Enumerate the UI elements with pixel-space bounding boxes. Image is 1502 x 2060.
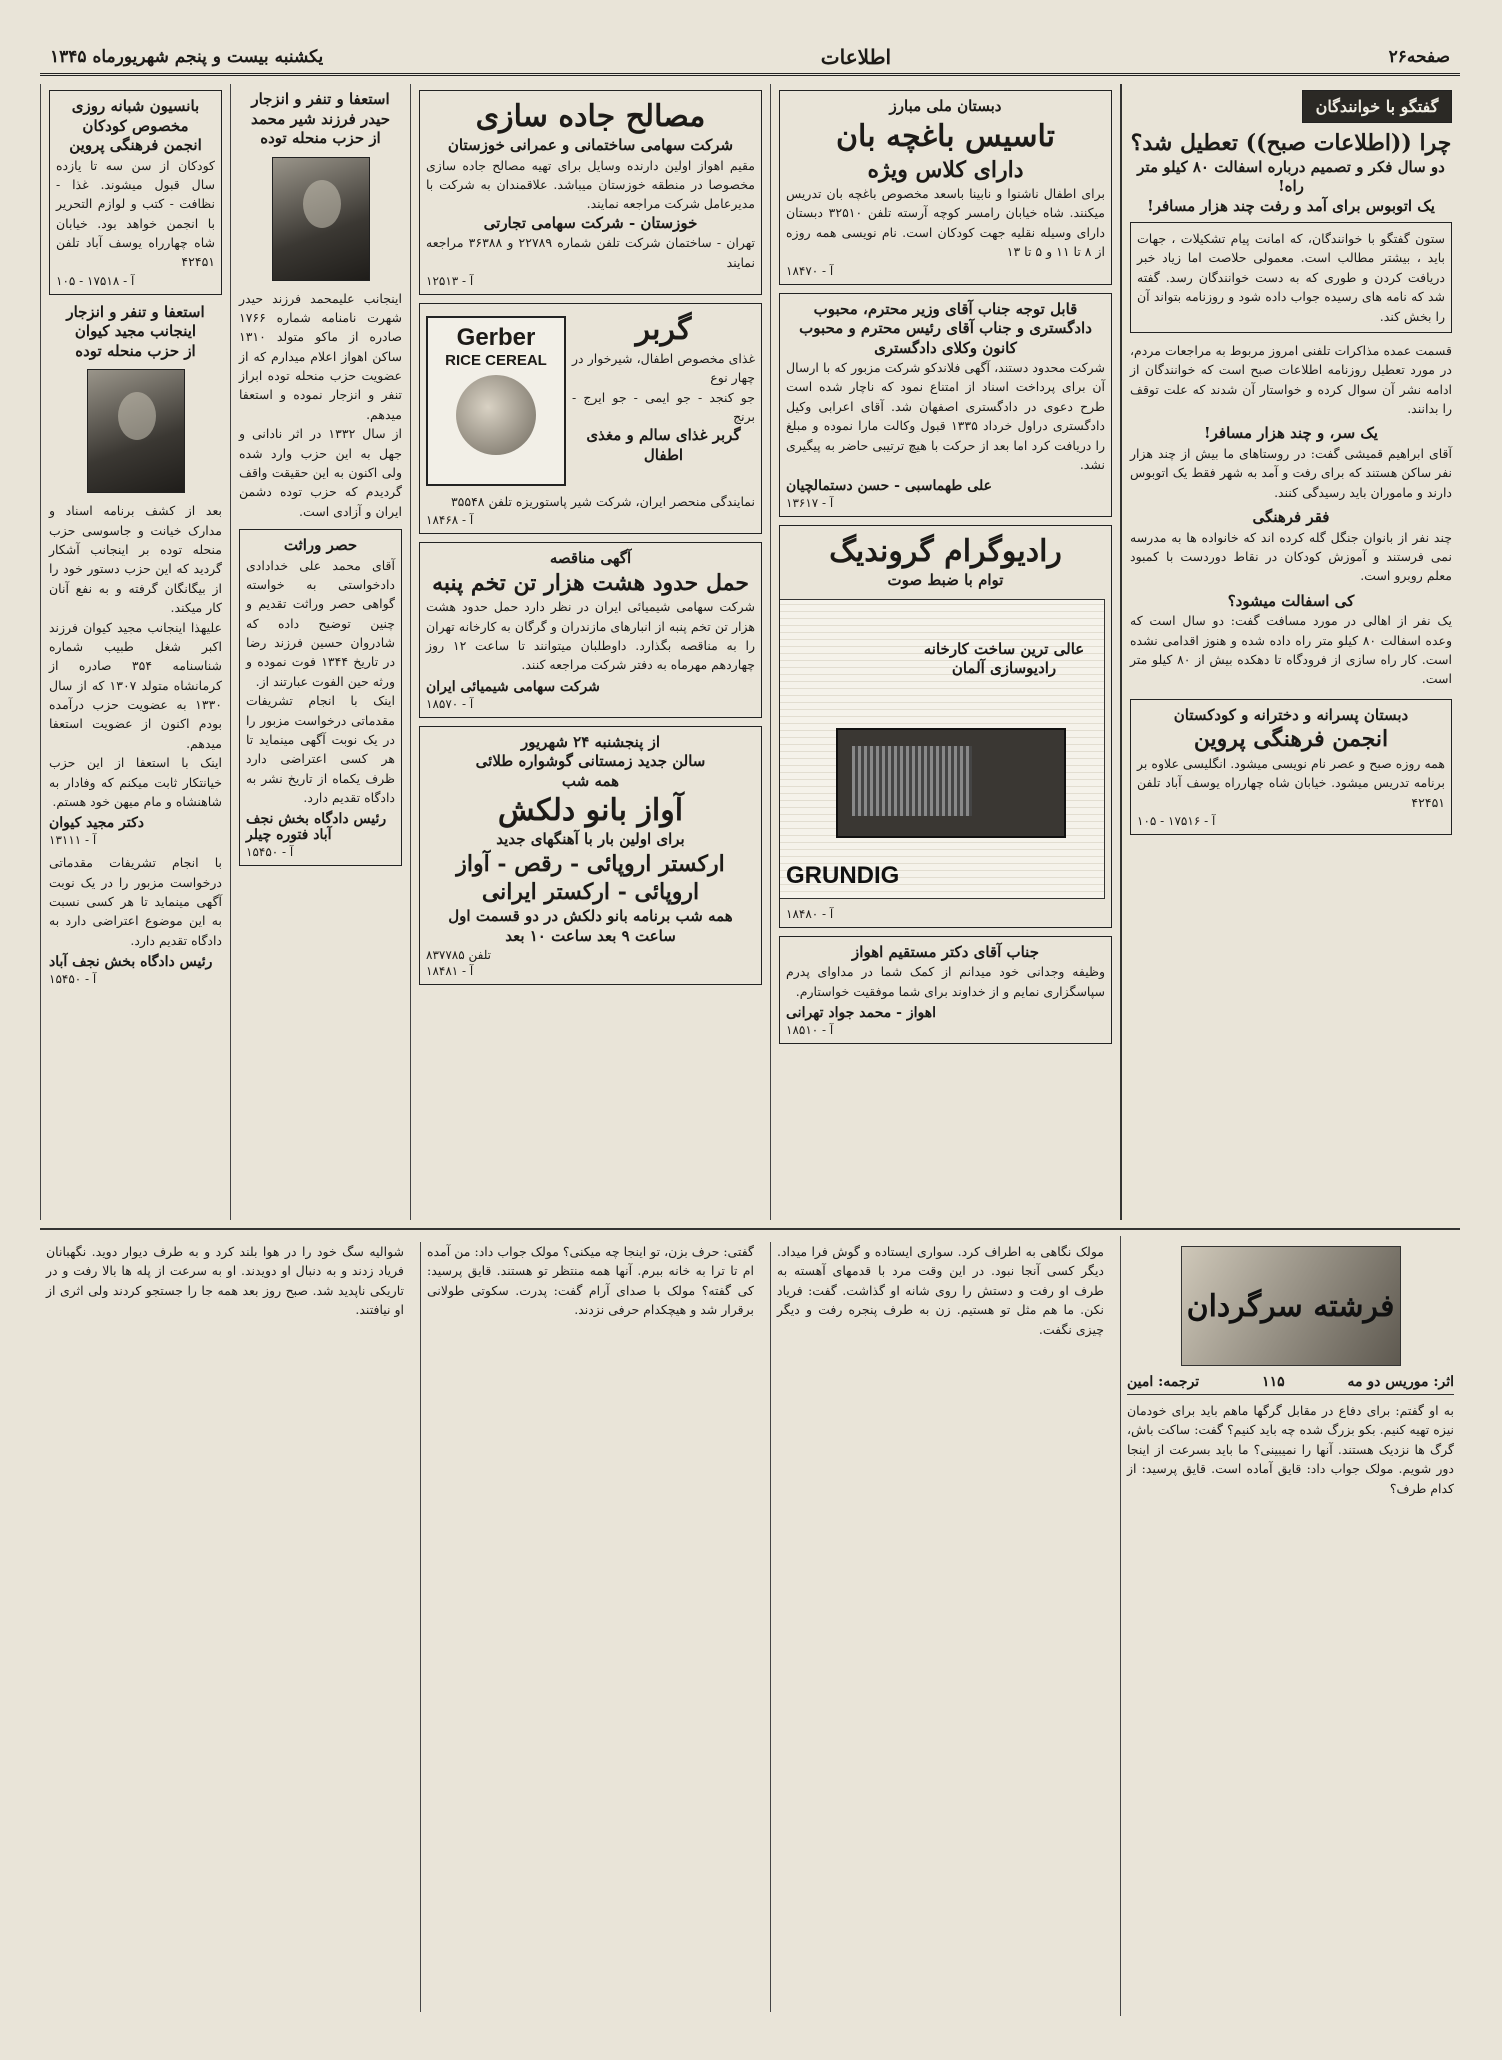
- concert-every: همه شب: [561, 771, 620, 790]
- inheritance-body: آقای محمد علی خدادادی دادخواستی به خواسته گواهی حصر وراثت تقدیم و چنین توضیح داده که شادروان حسین فرزند رضا در تاریخ ۱۳۴۴ فوت نموده و ورثه حین الفوت عبارتند از.: [246, 557, 396, 689]
- doctor-signature: اهواز - محمد جواد تهرانی: [786, 1005, 936, 1022]
- notice-signature: علی طهماسبی - حسن دستمالچیان: [786, 478, 992, 495]
- serial-author: اثر: موریس دو مه: [1347, 1374, 1454, 1390]
- radio-code: آ - ۱۸۴۸۰: [786, 906, 834, 921]
- kayvan-body-1: بعد از کشف برنامه اسناد و مدارک خیانت و جاسوسی حزب منحله توده بر اینجانب آشکار گردید که این حزب دستور خود را از بیگانگان گرفته و به نفع آنان کار میکند.: [49, 503, 222, 616]
- school-box: [779, 90, 1112, 285]
- column-resignation: [230, 84, 410, 1220]
- date-line: یکشنبه بیست و پنجم شهریورماه ۱۳۴۵: [50, 46, 324, 67]
- school-body: برای اطفال ناشنوا و نابینا باسعد مخصوص باغچه بان تدریس میکنند. شاه خیابان رامسر کوچه آرسته تلفن ۳۲۵۱۰ دبستان دارای وسیله نقلیه جهت کودکان است. نام نویسی همه روزه از ۸ تا ۱۱ و ۵ تا ۱۳: [786, 186, 1105, 260]
- road-title: مصالح جاده سازی: [475, 99, 706, 134]
- road-materials-ad: [419, 90, 762, 295]
- letters-sub-3: کی اسفالت میشود؟: [1227, 591, 1355, 610]
- radio-title: رادیوگرام گروندیگ: [829, 534, 1062, 570]
- radiogram-illustration: [779, 599, 1105, 899]
- kayvan-title-2: اینجانب مجید کیوان: [74, 322, 197, 341]
- page-number: صفحه۲۶: [1388, 46, 1450, 67]
- notice-code: آ - ۱۳۶۱۷: [786, 496, 834, 511]
- boarding-code: آ - ۱۷۵۱۸ - ۱۰۵: [56, 273, 135, 288]
- school-code: آ - ۱۸۴۷۰: [786, 263, 834, 278]
- kayvan-signature: دکتر مجید کیوان: [49, 815, 144, 832]
- doctor-body: وظیفه وجدانی خود میدانم از کمک شما در مداوای پدرم سپاسگزاری نمایم و از خداوند برای شما موفقیت خواستارم.: [786, 964, 1105, 999]
- concert-ad: [419, 726, 762, 985]
- masthead: [40, 40, 1460, 76]
- boarding-title: بانسیون شبانه روزی مخصوص کودکان: [71, 97, 200, 135]
- doctor-title: جناب آقای دکتر مستقیم اهواز: [852, 942, 1039, 961]
- tender-title: حمل حدود هشت هزار تن تخم پنبه: [432, 569, 749, 596]
- newspaper-page: [40, 40, 1480, 2030]
- tender-code: آ - ۱۸۵۷۰: [426, 696, 474, 711]
- letters-sub-2: فقر فرهنگی: [1252, 508, 1330, 527]
- serial-title-art: [1181, 1246, 1401, 1366]
- letters-body-2: قسمت عمده مذاکرات تلفنی امروز مربوط به مراجعات مردم، در مورد تعطیل روزنامه اطلاعات صبح است که خوانندگان از ادامه نشر آن سوال کرده و خواستار آن شدند که علت توقف را بدانند.: [1130, 342, 1452, 417]
- concert-band: ارکستر اروپائی - رقص - آواز: [456, 850, 725, 877]
- gerber-ad: [419, 303, 762, 534]
- kayvan-code: آ - ۱۳۱۱۱: [49, 833, 97, 848]
- gerber-sub: غذای مخصوص اطفال، شیرخوار در چهار نوع: [572, 350, 755, 386]
- column-kayvan: [40, 84, 230, 1220]
- serial-text-col-2: مولک نگاهی به اطراف کرد. سواری ایستاده و گوش فرا میداد. دیگر کسی آنجا نبود. در این وقت مرد با قدمهای آهسته به طرف او رفت و دستش را روی شانه او گذاشت. گفت: فریاد نکن. ما هم مثل تو هستیم. زن به طرف پنجره رفت و دیگر چیزی نگفت.: [770, 1242, 1110, 2012]
- resign-body-2: از سال ۱۳۳۲ در اثر نادانی و جهل به این حزب وارد شده ولی اکنون به این حقیقت واقف گردیدم که حزب توده دشمن ایران و آزادی است.: [239, 426, 403, 519]
- concert-addr: تلفن ۸۳۷۷۸۵: [426, 948, 492, 963]
- kayvan-code-2: آ - ۱۵۴۵۰: [49, 972, 97, 987]
- concert-code: آ - ۱۸۴۸۱: [426, 964, 474, 979]
- grundig-logo: GRUNDIG: [786, 861, 900, 889]
- serial-section: [40, 1236, 1460, 2016]
- tender-box: [419, 542, 762, 718]
- notice-title: قابل توجه جناب آقای وزیر محترم، محبوب دادگستری و جناب آقای رئیس محترم و محبوب کانون وکلای دادگستری: [799, 299, 1092, 357]
- letters-intro-box: ستون گفتگو با خوانندگان، که امانت پیام تشکیلات ، جهات باید ، بیشتر مطالب است. معمولی حلاصت اما زیاد خبر دریافت کردن و طوری که به دست خوانندگان رسد. گفته شد که نامه های رسیده جواب داده شود و روزنامه بتواند آن را بخش کند.: [1130, 222, 1452, 333]
- gerber-brand: Gerber: [456, 323, 536, 351]
- kayvan-signature-2: رئیس دادگاه بخش نجف آباد: [49, 954, 213, 971]
- serial-text-col-1: به او گفتم: برای دفاع در مقابل گرگها ماهم باید برای خودمان نیزه تهیه کنیم. بکو بزرگ شده چه باید کنیم؟ گفت: ساکت باش، گرگ ها نزدیک هستند. آنها را نمیبینی؟ ما باید بسرعت از اینجا دور شویم. مولک جواب داد: قایق آماده است. قایق پرسید: از کدام طرف؟: [1127, 1403, 1454, 1496]
- gerber-list: جو کنجد - جو ایمی - جو ایرج - برنج: [572, 389, 755, 424]
- road-contact: تهران - ساختمان شرکت تلفن شماره ۲۲۷۸۹ و ۳۶۳۸۸ مراجعه نمایند: [426, 235, 756, 270]
- radiogram-image: [836, 728, 1066, 838]
- letters-body-5: یک نفر از اهالی در مورد مسافت گفت: دو سال است که وعده اسفالت ۸۰ کیلو متر راه داده شده و هنوز اقدامی نشده است. کار راه سازی از فرودگاه تا دهکده بیش از ۸۰ کیلو متر است.: [1130, 613, 1452, 687]
- resign-title-3: از حزب منحله توده: [260, 129, 381, 147]
- baby-face-image: [456, 375, 536, 455]
- radio-subtitle: توام با ضبط صوت: [887, 571, 1004, 590]
- serial-credits: [1127, 1370, 1454, 1395]
- notice-body: شرکت محدود دستند، آگهی فلاندکو شرکت مزبور که با ارسال آن برای پرداخت اسناد از امتناع نمود که ناچار شده است طرح دعوی در دادگستری اصفهان شد. آقای اعرابی وکیل دادگستری دراول خرداد ۱۳۳۵ قبول وکالت مارا نموده و مبلغ را دریافت کرد اما بعد از حرکت با هیچ ترتیبی حاضر به پیگیری نشد.: [786, 360, 1105, 472]
- gerber-cereal-box: [426, 316, 566, 486]
- inheritance-code: آ - ۱۵۴۵۰: [246, 845, 294, 860]
- boarding-body: کودکان از سن سه تا یازده سال قبول میشوند. غذا - نظافت - کتب و لوازم التحریر با انجمن خواهد بود. خیابان شاه چهارراه یوسف آباد تلفن ۴۲۴۵۱: [56, 157, 215, 270]
- letters-sub-1: یک سر، و چند هزار مسافر!: [1204, 424, 1378, 443]
- tender-head: آگهی مناقصه: [549, 549, 632, 568]
- doctor-code: آ - ۱۸۵۱۰: [786, 1023, 834, 1038]
- school-subtitle: دارای کلاس ویژه: [867, 156, 1024, 183]
- school-ad-box: [1130, 699, 1452, 835]
- road-code: آ - ۱۲۵۱۳: [426, 273, 474, 288]
- radio-ad: [779, 525, 1112, 928]
- letters-title-1: چرا ((اطلاعات صبح)) تعطیل شد؟: [1130, 130, 1452, 156]
- road-body: مقیم اهواز اولین دارنده وسایل برای تهیه مصالح جاده سازی مخصوصا در منطقه خوزستان میباشد. علاقمندان به شرکت با مدیرعامل شرکت مراجعه نمایند.: [426, 157, 755, 212]
- inheritance-body-2: اینک با انجام تشریفات مقدماتی درخواست مزبور را در یک نوبت آگهی مینماید تا هر کسی اعتراضی دارد ظرف یکماه از تاریخ نشر به دادگاه تقدیم دارد.: [246, 693, 395, 805]
- school-name: تاسیس باغچه بان: [836, 118, 1055, 154]
- inheritance-head: حصر وراثت: [283, 536, 358, 554]
- tender-signature: شرکت سهامی شیمیائی ایران: [426, 678, 600, 695]
- column-school-radio: [770, 84, 1120, 1220]
- concert-sub: برای اولین بار با آهنگهای جدید: [496, 830, 685, 849]
- resign-title-2: حیدر فرزند شیر محمد: [251, 109, 390, 128]
- concert-time: همه شب برنامه بانو دلکش در دو قسمت اول ساعت ۹ بعد ساعت ۱۰ بعد: [448, 907, 733, 945]
- section-divider: [40, 1228, 1460, 1230]
- letters-logo: گفتگو با خوانندگان: [1302, 90, 1452, 123]
- letters-title-3: یک اتوبوس برای آمد و رفت چند هزار مسافر!: [1147, 196, 1435, 215]
- resign-title-1: استعفا و تنفر و انزجار: [251, 90, 390, 108]
- serial-number: ۱۱۵: [1262, 1374, 1285, 1390]
- serial-title: فرشته سرگردان: [1186, 1288, 1395, 1324]
- serial-translator: ترجمه: امین: [1127, 1374, 1200, 1390]
- road-sub: شرکت سهامی ساختمانی و عمرانی خوزستان: [447, 136, 734, 154]
- kayvan-body-3: اینک با استعفا از این حزب خیانتکار ثابت میکنم که وفادار به شاهنشاه و مام میهن خود هستم.: [49, 755, 222, 809]
- school-title: دبستان ملی مبارز: [889, 97, 1002, 115]
- concert-hall: سالن جدید زمستانی گوشواره طلائی: [475, 752, 706, 771]
- portrait-photo-1: [272, 157, 370, 281]
- kayvan-body-4: با انجام تشریفات مقدماتی درخواست مزبور را در یک نوبت آگهی مینماید تا هر کسی نسبت به این موضوع اعتراضی دارد به دادگاه تقدیم دارد.: [49, 855, 222, 948]
- doctor-thanks-box: [779, 936, 1112, 1044]
- concert-band-2: اروپائی - ارکستر ایرانی: [481, 879, 700, 906]
- kayvan-title-1: استعفا و تنفر و انزجار: [66, 302, 205, 321]
- kayvan-title-3: از حزب منحله توده: [75, 341, 196, 360]
- concert-date: از پنجشنبه ۲۴ شهریور: [521, 732, 660, 751]
- gerber-slogan: گربر غذای سالم و مغذی اطفال: [586, 426, 741, 464]
- inheritance-box: [239, 529, 402, 866]
- boarding-school-box: [49, 90, 222, 295]
- school-ad-body: همه روزه صبح و عصر نام نویسی میشود. انگلیسی علاوه بر برنامه تدریس میشود. خیابان شاه چهارراه یوسف آباد تلفن ۴۲۴۵۱: [1137, 755, 1445, 810]
- letters-title-2: دو سال فکر و تصمیم درباره اسفالت ۸۰ کیلو متر راه!: [1137, 157, 1445, 196]
- paper-name: اطلاعات: [820, 44, 892, 69]
- kayvan-body-2: علیهذا اینجانب مجید کیوان فرزند اکبر شغل طبیب شماره شناسنامه ۳۵۴ صادره از کرمانشاه متولد ۱۳۰۷ که از سال ۱۳۳۰ به عضویت حزب درآمده بودم اکنون از عضویت استعفا میدهم.: [49, 619, 222, 751]
- gerber-title: گربر: [635, 311, 692, 347]
- radio-tagline: عالی ترین ساخت کارخانه رادیوسازی آلمان: [923, 639, 1085, 678]
- road-sub-2: خوزستان - شرکت سهامی تجارتی: [483, 213, 698, 232]
- letters-body-4: چند نفر از بانوان جنگل گله کرده اند که خانواده ها به مدرسه نمی فرستند و آموزش کودکان در نقاط دوردست با کمبود معلم روبرو است.: [1130, 529, 1452, 584]
- school-ad-code: آ - ۱۷۵۱۶ - ۱۰۵: [1137, 813, 1216, 828]
- inheritance-signature: رئیس دادگاه بخش نجف آباد فتوره چیلر: [246, 811, 387, 844]
- concert-title: آواز بانو دلکش: [497, 793, 684, 829]
- school-ad-title: دبستان پسرانه و دخترانه و کودکستان: [1173, 705, 1409, 724]
- serial-text-col-3: گفتی: حرف بزن، تو اینجا چه میکنی؟ مولک جواب داد: من آمده ام تا ترا به خانه ببرم. آنها همه منتظر تو هستند. قایق پرسید: کی گفته؟ مولک با صدای آرام گفت: پدرت. سکوتی طولانی برقرار شد و هیچکدام حرفی نزدند.: [420, 1242, 760, 2012]
- serial-head-col: [1120, 1236, 1460, 2016]
- tender-body: شرکت سهامی شیمیائی ایران در نظر دارد حمل حدود هشت هزار تن تخم پنبه از انبارهای مازندران و گرگان به کارخانه تهران را به مناقصه بگذارد. داوطلبان میتوانند تا ساعت ۱۲ روز چهاردهم مهرماه به دفتر شرکت مراجعه کنند.: [426, 599, 755, 673]
- portrait-photo-2: [87, 369, 185, 493]
- gerber-product: RICE CEREAL: [445, 351, 547, 369]
- column-ads: [410, 84, 770, 1220]
- school-ad-name: انجمن فرهنگی پروین: [1193, 726, 1389, 753]
- letters-body-3: آقای ابراهیم قمیشی گفت: در روستاهای ما بیش از چند هزار نفر ساکن هستند که برای رفت و آمد به شهر فقط یک اتوبوس دارند و ماموران باید رسیدگی کنند.: [1130, 445, 1452, 500]
- boarding-name: انجمن فرهنگی پروین: [69, 136, 202, 154]
- gerber-code: آ - ۱۸۴۶۸: [426, 513, 474, 528]
- notice-box: [779, 293, 1112, 518]
- resign-body-1: اینجانب علیمحمد فرزند حیدر شهرت نامنامه شماره ۱۷۶۶ صادره از ماکو متولد ۱۳۱۰ ساکن اهواز اعلام میدارم که از عضویت حزب منحله توده ابراز تنفر و انزجار نموده و استعفا میدهم.: [239, 290, 402, 422]
- gerber-agent: نمایندگی منحصر ایران، شرکت شیر پاستوریزه تلفن ۳۵۵۴۸: [450, 493, 755, 509]
- column-readers-letters: [1120, 84, 1460, 1220]
- serial-text-col-4: شوالیه سگ خود را در هوا بلند کرد و به طرف دیوار دوید. نگهبانان فریاد زدند و به دنبال او دویدند. او به سرعت از پله ها بالا رفت و در تاریکی ناپدید شد. صبح روز بعد همه جا را جستجو کردند ولی اثری از او نیافتند.: [46, 1244, 404, 1318]
